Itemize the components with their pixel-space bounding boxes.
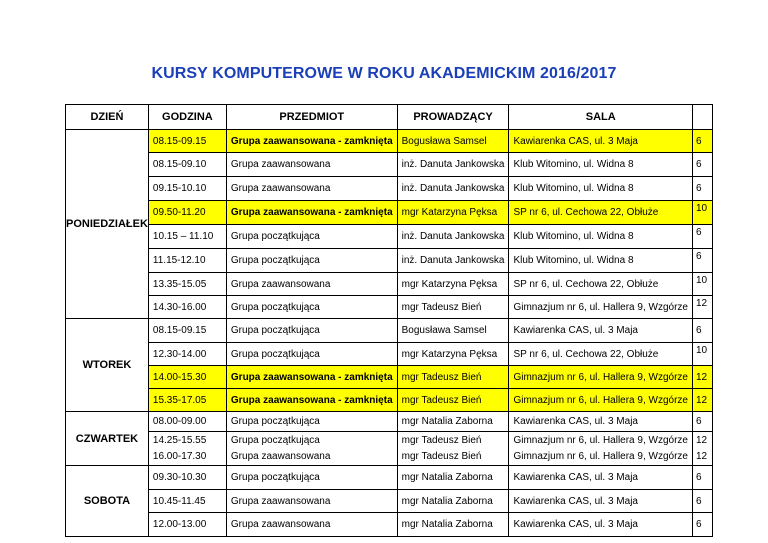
- count-value: 6: [695, 325, 702, 336]
- count-cell: [692, 466, 712, 490]
- count-cell: [692, 513, 712, 537]
- teacher-cell: inż. Danuta Jankowska: [397, 153, 509, 177]
- subject-cell: Grupa zaawansowana: [226, 490, 397, 513]
- time-cell: 09.15-10.10: [148, 177, 226, 201]
- count-value: 12: [695, 394, 708, 406]
- room-cell: SP nr 6, ul. Cechowa 22, Obłuże: [509, 201, 693, 225]
- count-cell: [692, 296, 712, 319]
- teacher-cell: mgr Natalia Zaborna: [397, 412, 509, 432]
- day-cell: PONIEDZIAŁEK: [66, 130, 149, 319]
- room-cell: Gimnazjum nr 6, ul. Hallera 9, Wzgórze: [509, 449, 693, 466]
- count-value: 6: [695, 183, 702, 194]
- table-row: [66, 343, 713, 366]
- time-cell: 08.00-09.00: [148, 412, 226, 432]
- count-cell: [692, 490, 712, 513]
- header-day: DZIEŃ: [66, 105, 149, 130]
- subject-cell: Grupa zaawansowana: [226, 449, 397, 466]
- teacher-cell: inż. Danuta Jankowska: [397, 225, 509, 249]
- count-cell: [692, 449, 712, 466]
- table-row: [66, 319, 713, 343]
- count-value: 10: [695, 274, 708, 286]
- count-value: 10: [695, 203, 708, 214]
- count-cell: [692, 432, 712, 449]
- teacher-cell: mgr Tadeusz Bień: [397, 366, 509, 389]
- teacher-cell: mgr Tadeusz Bień: [397, 449, 509, 466]
- table-row: [66, 490, 713, 513]
- count-value: 6: [695, 227, 702, 238]
- room-cell: Kawiarenka CAS, ul. 3 Maja: [509, 412, 693, 432]
- room-cell: Kawiarenka CAS, ul. 3 Maja: [509, 319, 693, 343]
- count-cell: [692, 225, 712, 249]
- subject-cell: Grupa początkująca: [226, 319, 397, 343]
- teacher-cell: mgr Natalia Zaborna: [397, 490, 509, 513]
- time-cell: 08.15-09.10: [148, 153, 226, 177]
- subject-cell: Grupa początkująca: [226, 249, 397, 273]
- room-cell: Klub Witomino, ul. Widna 8: [509, 249, 693, 273]
- table-row: [66, 273, 713, 296]
- room-cell: SP nr 6, ul. Cechowa 22, Obłuże: [509, 273, 693, 296]
- table-row: [66, 130, 713, 153]
- table-row: [66, 177, 713, 201]
- teacher-cell: mgr Natalia Zaborna: [397, 513, 509, 537]
- room-cell: Kawiarenka CAS, ul. 3 Maja: [509, 130, 693, 153]
- subject-cell: Grupa początkująca: [226, 466, 397, 490]
- subject-cell: Grupa zaawansowana - zamknięta: [226, 366, 397, 389]
- table-row: [66, 296, 713, 319]
- time-cell: 10.45-11.45: [148, 490, 226, 513]
- header-row: [66, 105, 713, 130]
- count-cell: [692, 273, 712, 296]
- room-cell: Gimnazjum nr 6, ul. Hallera 9, Wzgórze: [509, 366, 693, 389]
- count-cell: [692, 389, 712, 412]
- header-teacher: PROWADZĄCY: [397, 105, 509, 130]
- subject-cell: Grupa zaawansowana: [226, 513, 397, 537]
- table-row: [66, 201, 713, 225]
- time-cell: 15.35-17.05: [148, 389, 226, 412]
- subject-cell: Grupa zaawansowana - zamknięta: [226, 389, 397, 412]
- table-row: [66, 432, 713, 449]
- teacher-cell: Bogusława Samsel: [397, 319, 509, 343]
- room-cell: Klub Witomino, ul. Widna 8: [509, 153, 693, 177]
- page-title: KURSY KOMPUTEROWE W ROKU AKADEMICKIM 2016/2017: [151, 65, 617, 82]
- teacher-cell: inż. Danuta Jankowska: [397, 249, 509, 273]
- subject-cell: Grupa początkująca: [226, 296, 397, 319]
- teacher-cell: mgr Katarzyna Pęksa: [397, 273, 509, 296]
- time-cell: 10.15 – 11.10: [148, 225, 226, 249]
- schedule-body: [66, 130, 713, 537]
- teacher-cell: mgr Tadeusz Bień: [397, 296, 509, 319]
- count-value: 12: [695, 371, 708, 383]
- count-value: 6: [695, 251, 702, 262]
- table-row: [66, 249, 713, 273]
- schedule-table: [65, 104, 713, 537]
- count-cell: [692, 412, 712, 432]
- table-row: [66, 449, 713, 466]
- time-cell: 08.15-09.15: [148, 130, 226, 153]
- count-value: 6: [695, 495, 702, 507]
- count-value: 12: [695, 451, 708, 463]
- teacher-cell: mgr Tadeusz Bień: [397, 432, 509, 449]
- table-row: [66, 412, 713, 432]
- table-row: [66, 153, 713, 177]
- count-cell: [692, 130, 712, 153]
- header-count: [692, 105, 712, 130]
- subject-cell: Grupa zaawansowana: [226, 177, 397, 201]
- time-cell: 16.00-17.30: [148, 449, 226, 466]
- time-cell: 09.30-10.30: [148, 466, 226, 490]
- count-value: 6: [695, 472, 702, 483]
- table-row: [66, 466, 713, 490]
- room-cell: SP nr 6, ul. Cechowa 22, Obłuże: [509, 343, 693, 366]
- teacher-cell: Bogusława Samsel: [397, 130, 509, 153]
- teacher-cell: mgr Tadeusz Bień: [397, 389, 509, 412]
- teacher-cell: mgr Natalia Zaborna: [397, 466, 509, 490]
- subject-cell: Grupa zaawansowana: [226, 273, 397, 296]
- room-cell: Gimnazjum nr 6, ul. Hallera 9, Wzgórze: [509, 389, 693, 412]
- count-value: 6: [695, 135, 702, 147]
- time-cell: 14.30-16.00: [148, 296, 226, 319]
- count-cell: [692, 366, 712, 389]
- day-cell: CZWARTEK: [66, 412, 149, 466]
- count-value: 12: [695, 434, 708, 446]
- header-time: GODZINA: [148, 105, 226, 130]
- count-cell: [692, 343, 712, 366]
- subject-cell: Grupa zaawansowana: [226, 153, 397, 177]
- count-value: 6: [695, 519, 702, 530]
- count-cell: [692, 319, 712, 343]
- header-room: SALA: [509, 105, 693, 130]
- subject-cell: Grupa początkująca: [226, 343, 397, 366]
- count-cell: [692, 177, 712, 201]
- room-cell: Klub Witomino, ul. Widna 8: [509, 225, 693, 249]
- count-value: 12: [695, 297, 708, 309]
- time-cell: 08.15-09.15: [148, 319, 226, 343]
- room-cell: Klub Witomino, ul. Widna 8: [509, 177, 693, 201]
- time-cell: 12.00-13.00: [148, 513, 226, 537]
- table-row: [66, 225, 713, 249]
- room-cell: Gimnazjum nr 6, ul. Hallera 9, Wzgórze: [509, 296, 693, 319]
- room-cell: Kawiarenka CAS, ul. 3 Maja: [509, 490, 693, 513]
- time-cell: 11.15-12.10: [148, 249, 226, 273]
- room-cell: Kawiarenka CAS, ul. 3 Maja: [509, 466, 693, 490]
- time-cell: 09.50-11.20: [148, 201, 226, 225]
- count-value: 6: [695, 159, 702, 170]
- teacher-cell: mgr Katarzyna Pęksa: [397, 201, 509, 225]
- table-row: [66, 366, 713, 389]
- count-value: 10: [695, 344, 708, 356]
- table-row: [66, 389, 713, 412]
- subject-cell: Grupa początkująca: [226, 432, 397, 449]
- day-cell: SOBOTA: [66, 466, 149, 537]
- time-cell: 12.30-14.00: [148, 343, 226, 366]
- count-cell: [692, 153, 712, 177]
- time-cell: 13.35-15.05: [148, 273, 226, 296]
- count-value: 6: [695, 416, 702, 427]
- subject-cell: Grupa zaawansowana - zamknięta: [226, 201, 397, 225]
- time-cell: 14.00-15.30: [148, 366, 226, 389]
- room-cell: Gimnazjum nr 6, ul. Hallera 9, Wzgórze: [509, 432, 693, 449]
- subject-cell: Grupa początkująca: [226, 412, 397, 432]
- time-cell: 14.25-15.55: [148, 432, 226, 449]
- subject-cell: Grupa zaawansowana - zamknięta: [226, 130, 397, 153]
- header-subject: PRZEDMIOT: [226, 105, 397, 130]
- room-cell: Kawiarenka CAS, ul. 3 Maja: [509, 513, 693, 537]
- table-row: [66, 513, 713, 537]
- subject-cell: Grupa początkująca: [226, 225, 397, 249]
- count-cell: [692, 201, 712, 225]
- count-cell: [692, 249, 712, 273]
- teacher-cell: mgr Katarzyna Pęksa: [397, 343, 509, 366]
- day-cell: WTOREK: [66, 319, 149, 412]
- teacher-cell: inż. Danuta Jankowska: [397, 177, 509, 201]
